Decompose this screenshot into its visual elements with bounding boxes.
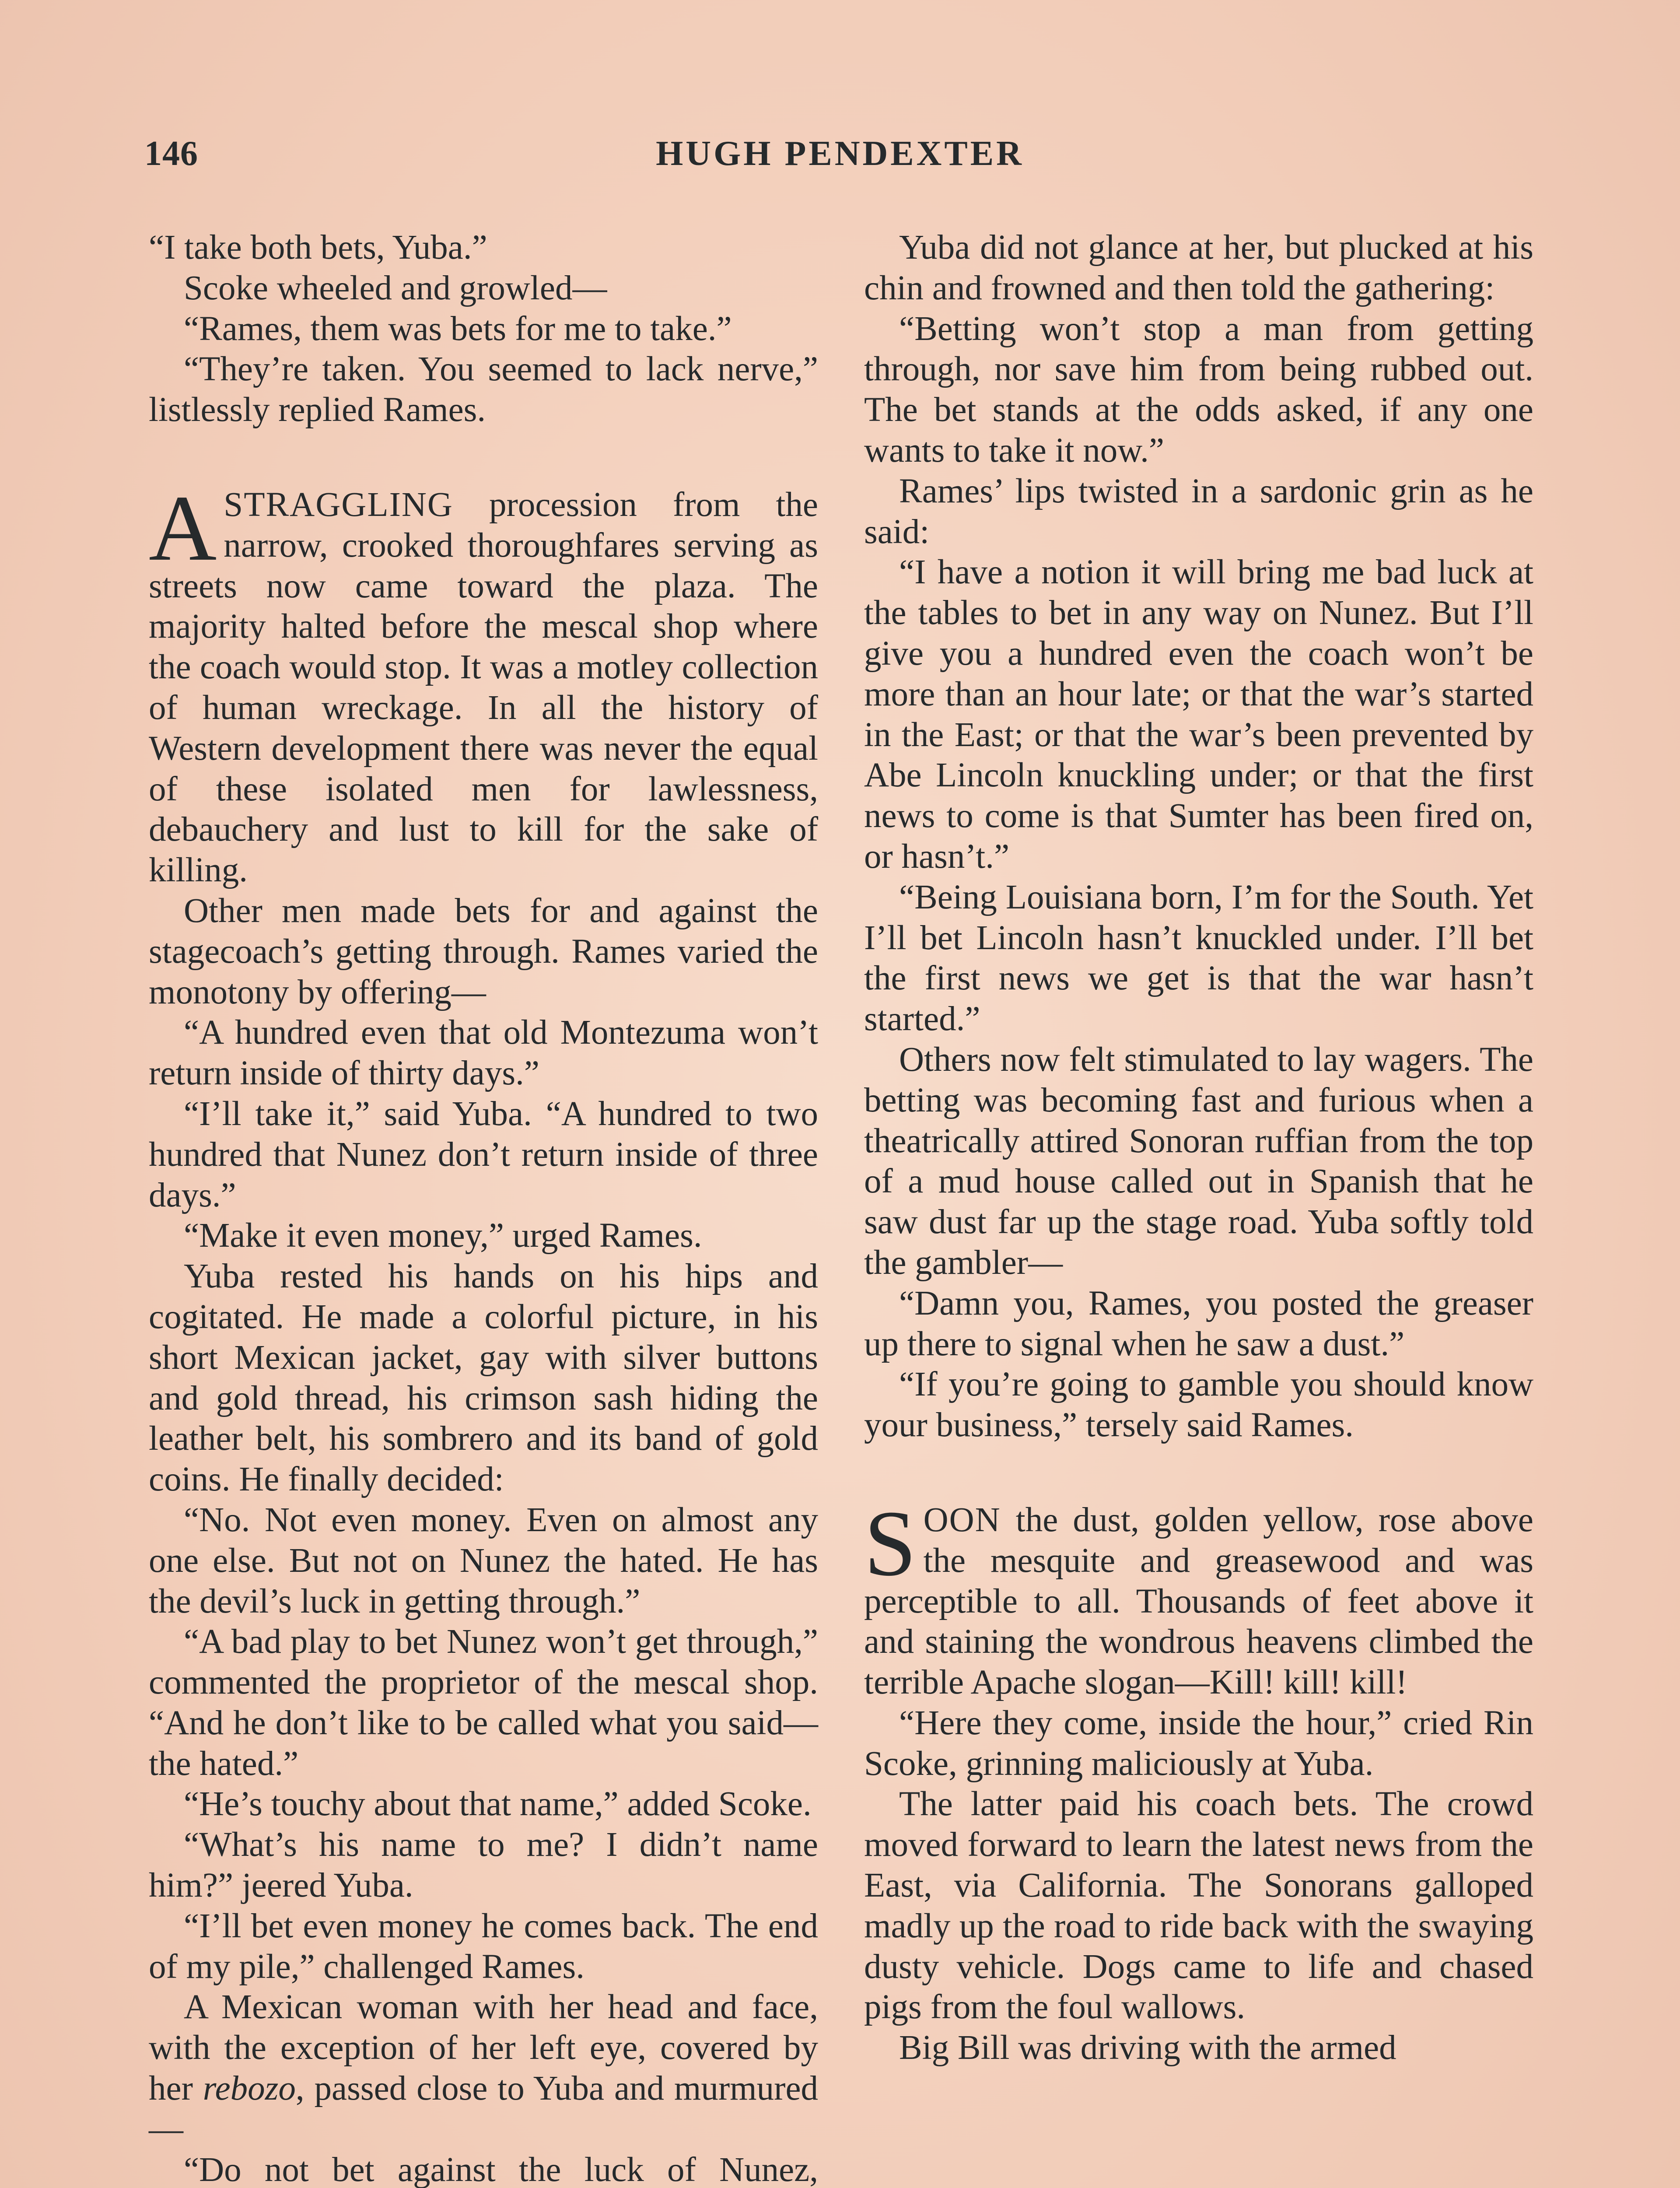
paragraph: “Here they come, inside the hour,” cried Rin Scoke, grinning maliciously at Yuba. [864, 1704, 1533, 1783]
paragraph-text: , passed close to Yuba and murmured— [149, 2069, 819, 2148]
paragraph: “He’s touchy about that name,” added Scoke. [184, 1785, 812, 1823]
paragraph: “Rames, them was bets for me to take.” [184, 309, 732, 348]
paragraph-text: the dust, golden yellow, rose above the mesquite and greasewood and was perceptible to all. Thousands of feet above it and staining the wondrous heavens climbed the terrible Apache slogan—Kill! kill! kill! [864, 1501, 1533, 1702]
paragraph: “Betting won’t stop a man from getting through, nor save him from being rubbed out. The bet stands at the odds asked, if any one wants to take it now.” [864, 309, 1533, 470]
paragraph-text: A Mexican woman with her head and face, with the exception of her left eye, covered by her [149, 1988, 818, 2108]
paragraph: Big Bill was driving with the armed [899, 2029, 1396, 2067]
paragraph: “Damn you, Rames, you posted the greaser up there to signal when he saw a dust.” [864, 1284, 1533, 1363]
paragraph: Yuba rested his hands on his hips and cogitated. He made a colorful picture, in his short Mexican jacket, gay with silver buttons and gold thread, his crimson sash hiding the leather belt, his sombrero and its band of gold coins. He finally decided: [149, 1257, 818, 1499]
paragraph: “Do not bet against the luck of Nunez, [184, 2150, 818, 2188]
paragraph [149, 1987, 818, 2149]
paragraph: “I’ll bet even money he comes back. The end of my pile,” challenged Rames. [149, 1907, 818, 1986]
paragraph-text: procession from the narrow, crooked thoroughfares serving as streets now came toward the plaza. The majority halted before the mescal shop where the coach would stop. It was a motley collection of human wreckage. In all the history of Western development there was never the equal of these isolated men for lawlessness, debauchery and lust to kill for the sake of killing. [149, 485, 818, 890]
section-opening-paragraph [149, 475, 818, 891]
paragraph: “What’s his name to me? I didn’t name him?” jeered Yuba. [149, 1826, 818, 1905]
italic-word: rebozo [203, 2069, 296, 2108]
paragraph: The latter paid his coach bets. The crowd moved forward to learn the latest news from the East, via California. The Sonorans galloped madly up the road to ride back with the swaying dusty vehicle. Dogs came to life and chased pigs from the foul wallows. [864, 1785, 1533, 2027]
paragraph: “A bad play to bet Nunez won’t get through,” commented the proprietor of the mescal shop. “And he don’t like to be called what you said—the hated.” [149, 1623, 818, 1783]
section-opening-paragraph [864, 1490, 1533, 1703]
paragraph: Others now felt stimulated to lay wagers. The betting was becoming fast and furious when a theatrically attired Sonoran ruffian from the top of a mud house called out in Spanish that he saw dust far up the stage road. Yuba softly told the gambler— [864, 1040, 1533, 1282]
paragraph: Yuba did not glance at her, but plucked at his chin and frowned and then told the gathering: [864, 228, 1533, 307]
paragraph: “A hundred even that old Montezuma won’t return inside of thirty days.” [149, 1013, 818, 1093]
lead-in: STRAGGLING [224, 485, 453, 524]
right-column [864, 228, 1533, 2069]
paragraph: “No. Not even money. Even on almost any one else. But not on Nunez the hated. He has the devil’s luck in getting through.” [149, 1501, 818, 1620]
paragraph: “I’ll take it,” said Yuba. “A hundred to two hundred that Nunez don’t return inside of three days.” [149, 1094, 818, 1214]
paragraph: Scoke wheeled and growled— [184, 269, 607, 307]
left-column [149, 228, 818, 2188]
lead-in: OON [923, 1501, 1001, 1539]
paragraph: “Make it even money,” urged Rames. [184, 1217, 702, 1255]
drop-cap: A [149, 475, 217, 580]
running-head: HUGH PENDEXTER [656, 134, 1024, 173]
paragraph: Other men made bets for and against the stagecoach’s getting through. Rames varied the monotony by offering— [149, 891, 818, 1011]
paragraph: “I have a notion it will bring me bad luck at the tables to bet in any way on Nunez. But I’ll give you a hundred even the coach won’t be more than an hour late; or that the war’s started in the East; or that the war’s been prevented by Abe Lincoln knuckling under; or that the first news to come is that Sumter has been fired on, or hasn’t.” [864, 553, 1533, 876]
paragraph: “I take both bets, Yuba.” [149, 228, 487, 266]
drop-cap: S [864, 1490, 917, 1595]
paragraph: “Being Louisiana born, I’m for the South. Yet I’ll bet Lincoln hasn’t knuckled under. I’ll bet the first news we get is that the war hasn’t started.” [864, 878, 1533, 1038]
paragraph: Rames’ lips twisted in a sardonic grin as he said: [864, 472, 1533, 551]
page-number: 146 [144, 134, 198, 173]
paragraph: “If you’re going to gamble you should know your business,” tersely said Rames. [864, 1365, 1533, 1445]
paragraph: “They’re taken. You seemed to lack nerve,” listlessly replied Rames. [149, 350, 818, 429]
